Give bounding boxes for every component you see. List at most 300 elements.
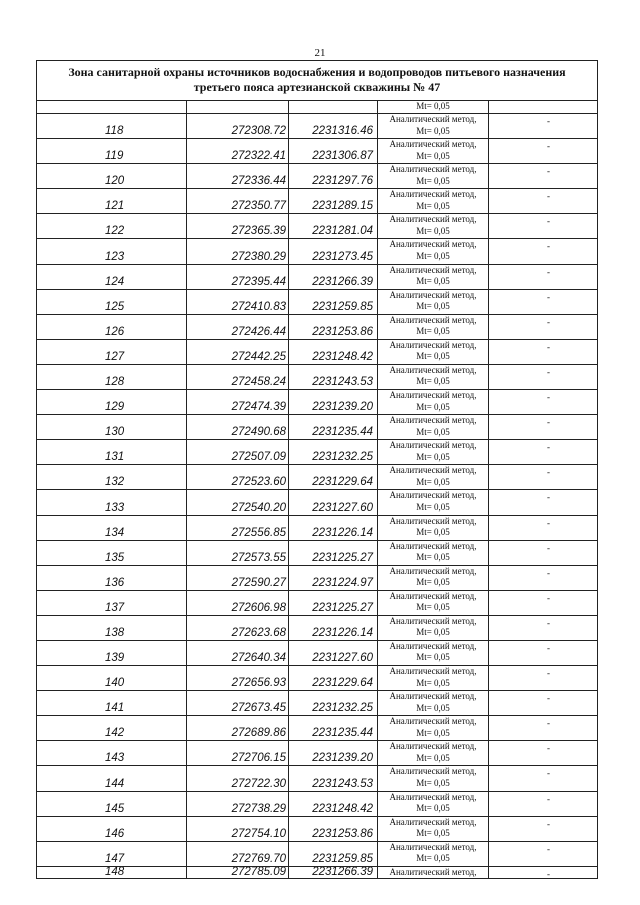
method-cell bbox=[377, 465, 488, 489]
y-coordinate-cell bbox=[288, 842, 377, 866]
method-text: Аналитический метод, bbox=[389, 590, 477, 601]
method-cell bbox=[377, 616, 488, 640]
x-coordinate: 272673.45 bbox=[231, 702, 286, 715]
accuracy-text: Mt= 0,05 bbox=[416, 301, 450, 312]
table-row bbox=[37, 515, 597, 540]
coordinates-table bbox=[36, 60, 598, 879]
method-cell bbox=[377, 415, 488, 439]
point-number: 125 bbox=[105, 300, 125, 313]
method-cell bbox=[377, 315, 488, 339]
table-row bbox=[37, 188, 597, 213]
method-cell bbox=[377, 716, 488, 740]
table-row bbox=[37, 841, 597, 866]
y-coordinate: 2231297.76 bbox=[312, 175, 373, 188]
y-coordinate: 2231266.39 bbox=[312, 275, 373, 288]
error-cell bbox=[488, 139, 595, 163]
method-cell bbox=[377, 265, 488, 289]
table-row bbox=[37, 540, 597, 565]
y-coordinate: 2231226.14 bbox=[312, 626, 373, 639]
method-text: Аналитический метод, bbox=[389, 390, 477, 401]
x-coordinate: 272426.44 bbox=[231, 325, 286, 338]
method-text: Аналитический метод, bbox=[389, 540, 477, 551]
error-cell bbox=[488, 415, 595, 439]
accuracy-text: Mt= 0,05 bbox=[416, 401, 450, 412]
y-coordinate-cell bbox=[288, 817, 377, 841]
accuracy-text: Mt= 0,05 bbox=[416, 828, 450, 839]
error-value: - bbox=[547, 442, 550, 453]
x-coordinate-cell bbox=[186, 290, 288, 314]
method-text: Аналитический метод, bbox=[389, 615, 477, 626]
point-number: 134 bbox=[105, 526, 125, 539]
error-value: - bbox=[547, 141, 550, 152]
point-number-cell bbox=[37, 101, 186, 113]
method-cell bbox=[377, 101, 488, 113]
table-row bbox=[37, 163, 597, 188]
table-title bbox=[37, 61, 597, 101]
method-text: Аналитический метод, bbox=[389, 791, 477, 802]
y-coordinate-cell bbox=[288, 741, 377, 765]
error-cell bbox=[488, 691, 595, 715]
x-coordinate-cell bbox=[186, 365, 288, 389]
y-coordinate-cell bbox=[288, 340, 377, 364]
accuracy-text: Mt= 0,05 bbox=[416, 426, 450, 437]
x-coordinate: 272706.15 bbox=[231, 752, 286, 765]
accuracy-text: Mt= 0,05 bbox=[416, 250, 450, 261]
accuracy-text: Mt= 0,05 bbox=[416, 225, 450, 236]
error-value: - bbox=[547, 116, 550, 126]
y-coordinate: 2231227.60 bbox=[312, 501, 373, 514]
y-coordinate-cell bbox=[288, 390, 377, 414]
x-coordinate: 272336.44 bbox=[231, 175, 286, 188]
point-number-cell bbox=[37, 239, 186, 263]
error-value: - bbox=[547, 266, 550, 277]
y-coordinate-cell bbox=[288, 365, 377, 389]
method-text: Аналитический метод, bbox=[389, 640, 477, 651]
x-coordinate-cell bbox=[186, 842, 288, 866]
y-coordinate: 2231289.15 bbox=[312, 200, 373, 213]
error-cell bbox=[488, 340, 595, 364]
error-cell bbox=[488, 792, 595, 816]
method-cell bbox=[377, 792, 488, 816]
point-number-cell bbox=[37, 616, 186, 640]
x-coordinate-cell bbox=[186, 390, 288, 414]
point-number: 129 bbox=[105, 401, 125, 414]
x-coordinate-cell bbox=[186, 616, 288, 640]
y-coordinate: 2231235.44 bbox=[312, 426, 373, 439]
x-coordinate-cell bbox=[186, 566, 288, 590]
y-coordinate-cell bbox=[288, 766, 377, 790]
accuracy-text: Mt= 0,05 bbox=[416, 351, 450, 362]
method-cell bbox=[377, 114, 488, 138]
error-value: - bbox=[547, 216, 550, 227]
y-coordinate: 2231225.27 bbox=[312, 601, 373, 614]
x-coordinate: 272556.85 bbox=[231, 526, 286, 539]
method-cell bbox=[377, 490, 488, 514]
table-row bbox=[37, 590, 597, 615]
point-number-cell bbox=[37, 541, 186, 565]
point-number-cell bbox=[37, 591, 186, 615]
y-coordinate: 2231243.53 bbox=[312, 376, 373, 389]
y-coordinate: 2231253.86 bbox=[312, 325, 373, 338]
x-coordinate-cell bbox=[186, 415, 288, 439]
x-coordinate-cell bbox=[186, 340, 288, 364]
y-coordinate-cell bbox=[288, 315, 377, 339]
method-text: Аналитический метод, bbox=[389, 415, 477, 426]
error-cell bbox=[488, 465, 595, 489]
y-coordinate: 2231306.87 bbox=[312, 150, 373, 163]
point-number: 132 bbox=[105, 476, 125, 489]
method-text: Аналитический метод, bbox=[389, 214, 477, 225]
method-text: Аналитический метод, bbox=[389, 465, 477, 476]
accuracy-text: Mt= 0,05 bbox=[416, 451, 450, 462]
point-number-cell bbox=[37, 641, 186, 665]
accuracy-text: Mt= 0,05 bbox=[416, 326, 450, 337]
method-text: Аналитический метод, bbox=[389, 314, 477, 325]
point-number: 138 bbox=[105, 626, 125, 639]
y-coordinate-cell bbox=[288, 541, 377, 565]
table-row bbox=[37, 314, 597, 339]
y-coordinate-cell bbox=[288, 101, 377, 113]
table-row bbox=[37, 389, 597, 414]
x-coordinate-cell bbox=[186, 114, 288, 138]
point-number: 137 bbox=[105, 601, 125, 614]
y-coordinate: 2231224.97 bbox=[312, 576, 373, 589]
x-coordinate: 272590.27 bbox=[231, 576, 286, 589]
y-coordinate-cell bbox=[288, 114, 377, 138]
error-value: - bbox=[547, 718, 550, 729]
table-row bbox=[37, 489, 597, 514]
point-number-cell bbox=[37, 139, 186, 163]
point-number: 148 bbox=[105, 866, 125, 878]
x-coordinate-cell bbox=[186, 516, 288, 540]
error-cell bbox=[488, 641, 595, 665]
x-coordinate-cell bbox=[186, 239, 288, 263]
point-number: 143 bbox=[105, 752, 125, 765]
x-coordinate: 272738.29 bbox=[231, 802, 286, 815]
method-cell bbox=[377, 566, 488, 590]
y-coordinate-cell bbox=[288, 591, 377, 615]
table-row bbox=[37, 791, 597, 816]
point-number-cell bbox=[37, 691, 186, 715]
error-cell bbox=[488, 541, 595, 565]
table-row bbox=[37, 665, 597, 690]
table-row bbox=[37, 715, 597, 740]
error-cell bbox=[488, 741, 595, 765]
y-coordinate-cell bbox=[288, 415, 377, 439]
y-coordinate: 2231253.86 bbox=[312, 827, 373, 840]
table-title-line-2: третьего пояса артезианской скважины № 47 bbox=[193, 80, 441, 94]
page-number: 21 bbox=[314, 47, 326, 59]
error-value: - bbox=[547, 392, 550, 403]
y-coordinate-cell bbox=[288, 566, 377, 590]
point-number-cell bbox=[37, 867, 186, 878]
x-coordinate: 272656.93 bbox=[231, 677, 286, 690]
x-coordinate: 272722.30 bbox=[231, 777, 286, 790]
error-cell bbox=[488, 164, 595, 188]
x-coordinate-cell bbox=[186, 101, 288, 113]
table-row bbox=[37, 289, 597, 314]
x-coordinate: 272540.20 bbox=[231, 501, 286, 514]
error-cell bbox=[488, 766, 595, 790]
method-cell bbox=[377, 164, 488, 188]
method-text: Аналитический метод, bbox=[389, 515, 477, 526]
error-value: - bbox=[547, 743, 550, 754]
error-value: - bbox=[547, 517, 550, 528]
method-text: Аналитический метод, bbox=[389, 339, 477, 350]
y-coordinate: 2231281.04 bbox=[312, 225, 373, 238]
method-text: Аналитический метод, bbox=[389, 139, 477, 150]
error-cell bbox=[488, 516, 595, 540]
y-coordinate-cell bbox=[288, 440, 377, 464]
point-number: 133 bbox=[105, 501, 125, 514]
x-coordinate-cell bbox=[186, 440, 288, 464]
error-cell bbox=[488, 490, 595, 514]
accuracy-text: Mt= 0,05 bbox=[416, 652, 450, 663]
error-cell bbox=[488, 101, 595, 113]
x-coordinate: 272474.39 bbox=[231, 401, 286, 414]
error-cell bbox=[488, 666, 595, 690]
x-coordinate-cell bbox=[186, 465, 288, 489]
error-value: - bbox=[547, 542, 550, 553]
point-number-cell bbox=[37, 265, 186, 289]
method-cell bbox=[377, 390, 488, 414]
x-coordinate: 272769.70 bbox=[231, 852, 286, 865]
error-cell bbox=[488, 114, 595, 138]
table-body bbox=[37, 101, 597, 878]
y-coordinate: 2231259.85 bbox=[312, 300, 373, 313]
method-cell bbox=[377, 591, 488, 615]
y-coordinate-cell bbox=[288, 164, 377, 188]
x-coordinate-cell bbox=[186, 541, 288, 565]
accuracy-text: Mt= 0,05 bbox=[416, 627, 450, 638]
table-row bbox=[37, 264, 597, 289]
x-coordinate-cell bbox=[186, 139, 288, 163]
point-number-cell bbox=[37, 214, 186, 238]
point-number-cell bbox=[37, 189, 186, 213]
table-row bbox=[37, 213, 597, 238]
error-cell bbox=[488, 440, 595, 464]
table-row bbox=[37, 414, 597, 439]
y-coordinate: 2231235.44 bbox=[312, 727, 373, 740]
x-coordinate: 272410.83 bbox=[231, 300, 286, 313]
x-coordinate: 272754.10 bbox=[231, 827, 286, 840]
accuracy-text: Mt= 0,05 bbox=[416, 125, 450, 136]
table-row bbox=[37, 464, 597, 489]
method-text: Аналитический метод, bbox=[389, 114, 477, 124]
method-cell bbox=[377, 641, 488, 665]
point-number-cell bbox=[37, 490, 186, 514]
method-cell bbox=[377, 516, 488, 540]
x-coordinate-cell bbox=[186, 741, 288, 765]
accuracy-text: Mt= 0,05 bbox=[416, 552, 450, 563]
table-row bbox=[37, 816, 597, 841]
x-coordinate: 272606.98 bbox=[231, 601, 286, 614]
error-value: - bbox=[547, 592, 550, 603]
x-coordinate-cell bbox=[186, 641, 288, 665]
y-coordinate-cell bbox=[288, 691, 377, 715]
error-cell bbox=[488, 290, 595, 314]
y-coordinate: 2231243.53 bbox=[312, 777, 373, 790]
point-number-cell bbox=[37, 365, 186, 389]
table-row bbox=[37, 113, 597, 138]
table-row bbox=[37, 765, 597, 790]
method-cell bbox=[377, 741, 488, 765]
point-number-cell bbox=[37, 766, 186, 790]
point-number: 127 bbox=[105, 350, 125, 363]
table-row bbox=[37, 640, 597, 665]
error-value: - bbox=[547, 191, 550, 202]
error-value: - bbox=[547, 793, 550, 804]
table-row bbox=[37, 615, 597, 640]
x-coordinate: 272350.77 bbox=[231, 200, 286, 213]
point-number: 123 bbox=[105, 250, 125, 263]
point-number-cell bbox=[37, 792, 186, 816]
x-coordinate: 272442.25 bbox=[231, 350, 286, 363]
y-coordinate-cell bbox=[288, 290, 377, 314]
error-cell bbox=[488, 867, 595, 878]
accuracy-text: Mt= 0,05 bbox=[416, 677, 450, 688]
x-coordinate-cell bbox=[186, 189, 288, 213]
point-number: 142 bbox=[105, 727, 125, 740]
error-value: - bbox=[547, 291, 550, 302]
method-cell bbox=[377, 340, 488, 364]
error-cell bbox=[488, 239, 595, 263]
point-number-cell bbox=[37, 741, 186, 765]
table-row bbox=[37, 339, 597, 364]
point-number-cell bbox=[37, 666, 186, 690]
method-cell bbox=[377, 691, 488, 715]
error-value: - bbox=[547, 567, 550, 578]
x-coordinate-cell bbox=[186, 817, 288, 841]
x-coordinate-cell bbox=[186, 265, 288, 289]
point-number-cell bbox=[37, 164, 186, 188]
y-coordinate-cell bbox=[288, 867, 377, 878]
accuracy-text: Mt= 0,05 bbox=[416, 501, 450, 512]
point-number: 146 bbox=[105, 827, 125, 840]
y-coordinate: 2231248.42 bbox=[312, 802, 373, 815]
table-row bbox=[37, 364, 597, 389]
method-cell bbox=[377, 139, 488, 163]
x-coordinate: 272490.68 bbox=[231, 426, 286, 439]
table-row bbox=[37, 565, 597, 590]
x-coordinate-cell bbox=[186, 766, 288, 790]
y-coordinate-cell bbox=[288, 239, 377, 263]
x-coordinate: 272365.39 bbox=[231, 225, 286, 238]
x-coordinate: 272785.09 bbox=[231, 866, 286, 878]
point-number-cell bbox=[37, 817, 186, 841]
y-coordinate: 2231232.25 bbox=[312, 702, 373, 715]
point-number: 141 bbox=[105, 702, 125, 715]
accuracy-text: Mt= 0,05 bbox=[416, 200, 450, 211]
error-value: - bbox=[547, 366, 550, 377]
point-number: 120 bbox=[105, 175, 125, 188]
method-text: Аналитический метод, bbox=[389, 666, 477, 677]
x-coordinate: 272640.34 bbox=[231, 652, 286, 665]
y-coordinate-cell bbox=[288, 214, 377, 238]
method-cell bbox=[377, 214, 488, 238]
method-text: Аналитический метод, bbox=[389, 289, 477, 300]
point-number: 122 bbox=[105, 225, 125, 238]
method-text: Аналитический метод, bbox=[389, 841, 477, 852]
y-coordinate-cell bbox=[288, 189, 377, 213]
y-coordinate-cell bbox=[288, 666, 377, 690]
method-cell bbox=[377, 666, 488, 690]
y-coordinate: 2231229.64 bbox=[312, 677, 373, 690]
point-number-cell bbox=[37, 716, 186, 740]
error-value: - bbox=[547, 316, 550, 327]
error-value: - bbox=[547, 642, 550, 653]
y-coordinate-cell bbox=[288, 490, 377, 514]
error-cell bbox=[488, 616, 595, 640]
y-coordinate: 2231225.27 bbox=[312, 551, 373, 564]
point-number-cell bbox=[37, 465, 186, 489]
point-number-cell bbox=[37, 516, 186, 540]
point-number: 136 bbox=[105, 576, 125, 589]
accuracy-text: Mt= 0,05 bbox=[416, 702, 450, 713]
point-number-cell bbox=[37, 390, 186, 414]
error-value: - bbox=[547, 668, 550, 679]
accuracy-text: Mt= 0,05 bbox=[416, 602, 450, 613]
table-row bbox=[37, 138, 597, 163]
error-value: - bbox=[547, 492, 550, 503]
point-number: 118 bbox=[105, 125, 124, 138]
point-number: 126 bbox=[105, 325, 125, 338]
method-cell bbox=[377, 817, 488, 841]
x-coordinate: 272458.24 bbox=[231, 376, 286, 389]
error-cell bbox=[488, 214, 595, 238]
y-coordinate: 2231229.64 bbox=[312, 476, 373, 489]
y-coordinate-cell bbox=[288, 465, 377, 489]
y-coordinate: 2231239.20 bbox=[312, 752, 373, 765]
x-coordinate: 272322.41 bbox=[231, 150, 286, 163]
accuracy-text: Mt= 0,05 bbox=[416, 476, 450, 487]
method-text: Аналитический метод, bbox=[389, 364, 477, 375]
y-coordinate-cell bbox=[288, 716, 377, 740]
error-value: - bbox=[547, 166, 550, 177]
method-text: Аналитический метод, bbox=[389, 164, 477, 175]
x-coordinate-cell bbox=[186, 867, 288, 878]
accuracy-text: Mt= 0,05 bbox=[416, 853, 450, 864]
error-value: - bbox=[547, 818, 550, 829]
point-number-cell bbox=[37, 842, 186, 866]
method-cell bbox=[377, 842, 488, 866]
accuracy-text: Mt= 0,05 bbox=[416, 777, 450, 788]
point-number: 145 bbox=[105, 802, 125, 815]
point-number: 128 bbox=[105, 376, 125, 389]
table-row bbox=[37, 740, 597, 765]
method-text: Аналитический метод, bbox=[389, 239, 477, 250]
y-coordinate-cell bbox=[288, 641, 377, 665]
method-text: Аналитический метод, bbox=[389, 440, 477, 451]
method-text: Аналитический метод, bbox=[389, 691, 477, 702]
x-coordinate: 272689.86 bbox=[231, 727, 286, 740]
y-coordinate-cell bbox=[288, 265, 377, 289]
y-coordinate: 2231316.46 bbox=[312, 125, 373, 138]
x-coordinate-cell bbox=[186, 666, 288, 690]
y-coordinate: 2231259.85 bbox=[312, 852, 373, 865]
point-number: 119 bbox=[105, 150, 124, 163]
x-coordinate-cell bbox=[186, 214, 288, 238]
y-coordinate-cell bbox=[288, 616, 377, 640]
method-text: Аналитический метод, bbox=[389, 741, 477, 752]
table-row bbox=[37, 690, 597, 715]
x-coordinate: 272623.68 bbox=[231, 626, 286, 639]
accuracy-text: Mt= 0,05 bbox=[416, 376, 450, 387]
table-row-continuation bbox=[37, 101, 597, 113]
point-number-cell bbox=[37, 415, 186, 439]
accuracy-text: Mt= 0,05 bbox=[416, 150, 450, 161]
error-value: - bbox=[547, 768, 550, 779]
